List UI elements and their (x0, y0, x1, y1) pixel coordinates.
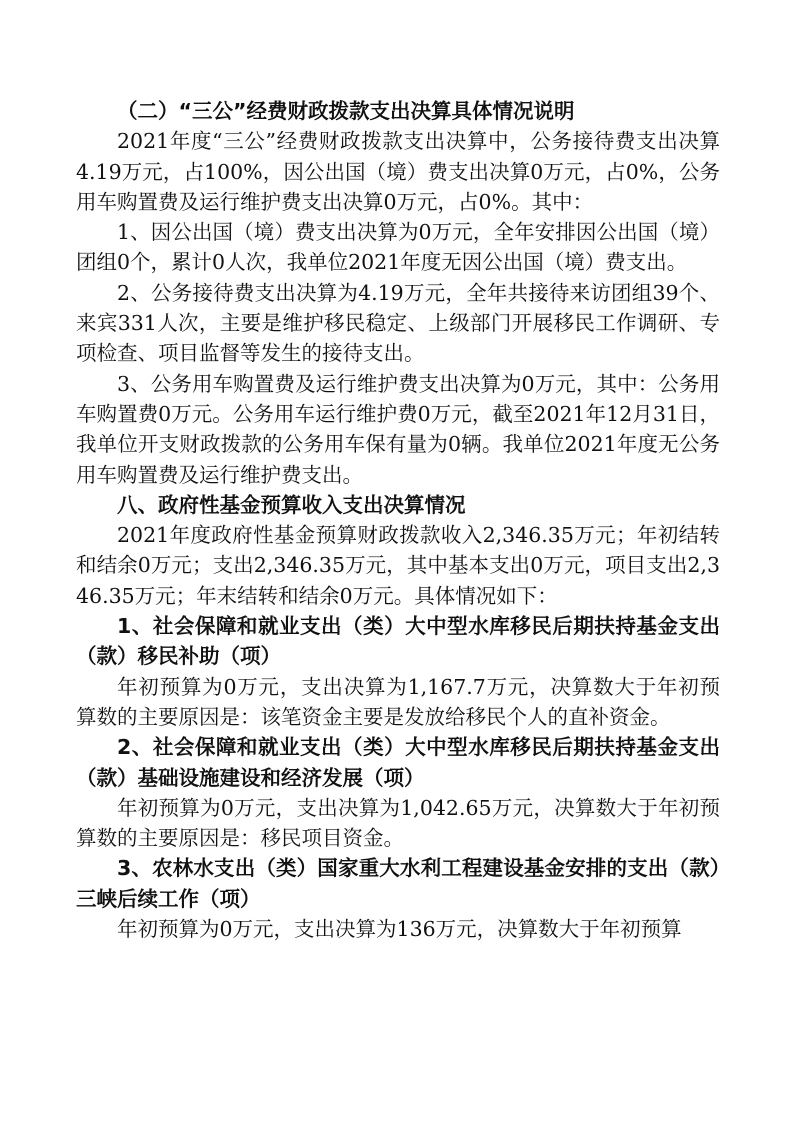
item-heading-resettlement-subsidy: 1、社会保障和就业支出（类）大中型水库移民后期扶持基金支出（款）移民补助（项） (76, 614, 720, 669)
paragraph-official-reception: 2、公务接待费支出决算为4.19万元，全年共接待来访团组39个、来宾331人次，主要是维护移民稳定、上级部门开展移民工作调研、专项检查、项目监督等发生的接待支出。 (76, 280, 720, 366)
paragraph-infrastructure: 年初预算为0万元，支出决算为1,042.65万元，决算数大于年初预算数的主要原因是：移民项目资金。 (76, 795, 720, 851)
paragraph-three-gorges: 年初预算为0万元，支出决算为136万元，决算数大于年初预算 (117, 917, 682, 942)
paragraph-overseas-travel: 1、因公出国（境）费支出决算为0万元，全年安排因公出国（境）团组0个，累计0人次，我单位2021年度无因公出国（境）费支出。 (76, 220, 720, 275)
paragraph-resettlement-subsidy: 年初预算为0万元，支出决算为1,167.7万元，决算数大于年初预算数的主要原因是：该笔资金主要是发放给移民个人的直补资金。 (76, 674, 720, 729)
document-page (76, 96, 720, 944)
paragraph-official-vehicles: 3、公务用车购置费及运行维护费支出决算为0万元，其中：公务用车购置费0万元。公务用车运行维护费0万元，截至2021年12月31日，我单位开支财政拨款的公务用车保有量为0辆。我单位2021年度无公务用车购置费及运行维护费支出。 (76, 371, 720, 487)
paragraph-government-fund-summary: 2021年度政府性基金预算财政拨款收入2,346.35万元；年初结转和结余0万元；支出2,346.35万元，其中基本支出0万元，项目支出2,346.35万元；年末结转和结余0万元。具体情况如下： (76, 523, 720, 608)
paragraph-three-public-summary: 2021年度“三公”经费财政拨款支出决算中，公务接待费支出决算4.19万元，占100%，因公出国（境）费支出决算0万元，占0%，公务用车购置费及运行维护费支出决算0万元，占0%。其中： (76, 129, 720, 214)
section-heading-government-fund: 八、政府性基金预算收入支出决算情况 (117, 492, 466, 517)
section-heading-three-public: （二）“三公”经费财政拨款支出决算具体情况说明 (117, 99, 575, 123)
item-heading-infrastructure: 2、社会保障和就业支出（类）大中型水库移民后期扶持基金支出（款）基础设施建设和经济发展（项） (76, 735, 720, 790)
item-heading-three-gorges: 3、农林水支出（类）国家重大水利工程建设基金安排的支出（款）三峡后续工作（项） (76, 856, 720, 911)
